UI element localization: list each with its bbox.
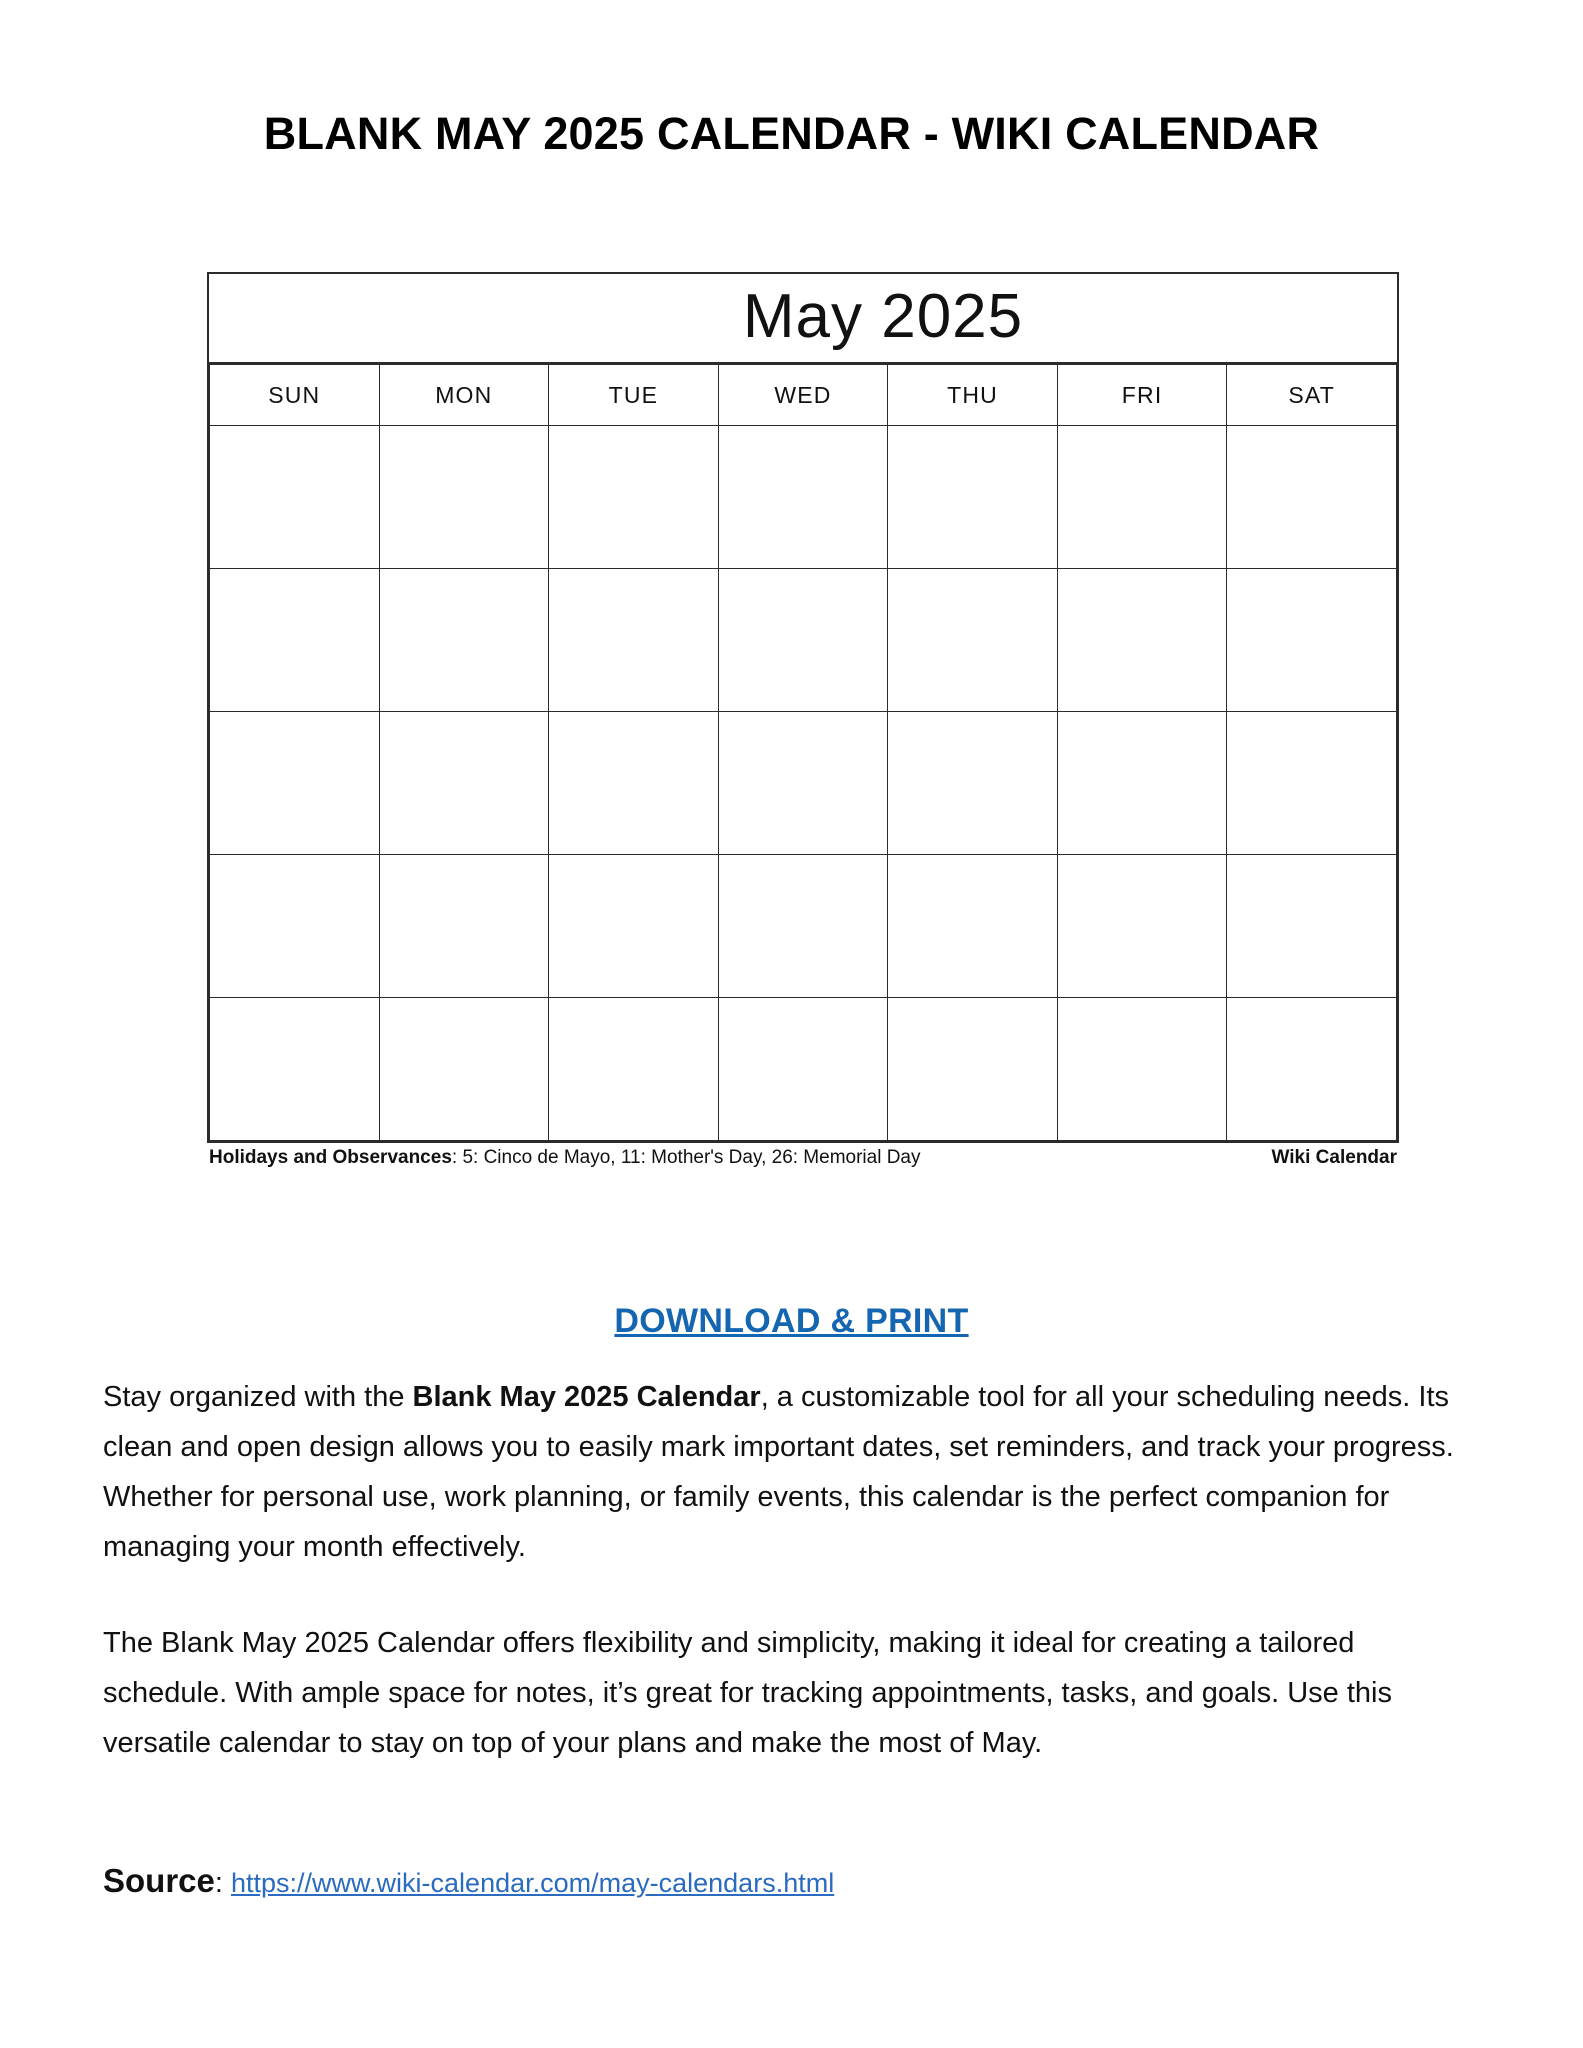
calendar-day-cell[interactable] [718, 855, 888, 998]
calendar-day-cell[interactable] [549, 426, 719, 569]
page-title: BLANK MAY 2025 CALENDAR - WIKI CALENDAR [263, 108, 1320, 159]
calendar-day-cell[interactable] [718, 998, 888, 1141]
calendar-day-cell[interactable] [210, 426, 380, 569]
calendar-day-cell[interactable] [1057, 712, 1227, 855]
source-line [103, 1862, 834, 1900]
source-separator: : [214, 1867, 231, 1899]
calendar-day-cell[interactable] [1227, 998, 1397, 1141]
calendar-week-rows [210, 426, 1397, 1141]
calendar-day-cell[interactable] [888, 998, 1058, 1141]
calendar-week-row [210, 998, 1397, 1141]
calendar-day-cell[interactable] [718, 712, 888, 855]
paragraph-1-bold: Blank May 2025 Calendar [412, 1381, 761, 1413]
weekday-header-sun: SUN [210, 365, 380, 426]
weekday-header-fri: FRI [1057, 365, 1227, 426]
download-print-container [0, 1302, 1583, 1341]
calendar-day-cell[interactable] [1227, 712, 1397, 855]
calendar-day-cell[interactable] [379, 712, 549, 855]
calendar-day-cell[interactable] [718, 426, 888, 569]
weekday-header-sat: SAT [1227, 365, 1397, 426]
calendar-day-cell[interactable] [549, 712, 719, 855]
calendar-day-cell[interactable] [1057, 998, 1227, 1141]
calendar-day-cell[interactable] [888, 712, 1058, 855]
calendar-day-cell[interactable] [1227, 855, 1397, 998]
calendar-week-row [210, 569, 1397, 712]
holidays-and-observances [209, 1147, 921, 1169]
calendar-day-cell[interactable] [549, 855, 719, 998]
calendar-day-cell[interactable] [1227, 426, 1397, 569]
calendar-grid [209, 364, 1397, 1141]
calendar-day-cell[interactable] [379, 998, 549, 1141]
source-url-link[interactable]: https://www.wiki-calendar.com/may-calendars.html [231, 1868, 835, 1898]
paragraph-1-lead: Stay organized with the [103, 1381, 413, 1413]
calendar-day-cell[interactable] [379, 569, 549, 712]
calendar-week-row [210, 712, 1397, 855]
wiki-calendar-brand: Wiki Calendar [1271, 1147, 1397, 1168]
calendar-day-cell[interactable] [210, 855, 380, 998]
calendar-image [207, 272, 1399, 1181]
weekday-header-mon: MON [379, 365, 549, 426]
calendar-frame [207, 272, 1399, 1143]
calendar-week-row [210, 855, 1397, 998]
calendar-week-row [210, 426, 1397, 569]
calendar-day-cell[interactable] [1057, 855, 1227, 998]
source-label: Source [103, 1862, 215, 1899]
weekday-header-row [210, 365, 1397, 426]
weekday-header-wed: WED [718, 365, 888, 426]
calendar-day-cell[interactable] [1227, 569, 1397, 712]
calendar-footer [207, 1147, 1399, 1181]
calendar-day-cell[interactable] [379, 426, 549, 569]
calendar-day-cell[interactable] [379, 855, 549, 998]
holidays-label: Holidays and Observances [209, 1147, 452, 1168]
calendar-day-cell[interactable] [888, 569, 1058, 712]
weekday-header-thu: THU [888, 365, 1058, 426]
paragraph-1 [103, 1372, 1483, 1572]
calendar-month-title: May 2025 [742, 282, 1024, 352]
calendar-title-band [209, 274, 1397, 364]
calendar-day-cell[interactable] [1057, 426, 1227, 569]
calendar-day-cell[interactable] [888, 426, 1058, 569]
holidays-list: 5: Cinco de Mayo, 11: Mother's Day, 26: Memorial Day [462, 1147, 921, 1168]
paragraph-2: The Blank May 2025 Calendar offers flexibility and simplicity, making it ideal for creating a tailored schedule. With ample space for notes, it’s great for tracking appointments, tasks, and goals. Use this versatile calendar to stay on top of your plans and make the most of May. [103, 1627, 1392, 1759]
calendar-day-cell[interactable] [210, 569, 380, 712]
calendar-day-cell[interactable] [210, 712, 380, 855]
calendar-day-cell[interactable] [549, 998, 719, 1141]
calendar-day-cell[interactable] [888, 855, 1058, 998]
calendar-day-cell[interactable] [718, 569, 888, 712]
body-copy [103, 1372, 1483, 1814]
calendar-day-cell[interactable] [1057, 569, 1227, 712]
paragraph-1-rest: , a customizable tool for all your scheduling needs. Its clean and open design allows you to easily mark important dates, set reminders, and track your progress. Whether for personal use, work planning, or family events, this calendar is the perfect companion for managing your month effectively. [103, 1381, 1454, 1563]
download-print-link[interactable]: DOWNLOAD & PRINT [614, 1302, 969, 1340]
calendar-day-cell[interactable] [549, 569, 719, 712]
holidays-separator: : [451, 1147, 463, 1168]
calendar-day-cell[interactable] [210, 998, 380, 1141]
weekday-header-tue: TUE [549, 365, 719, 426]
